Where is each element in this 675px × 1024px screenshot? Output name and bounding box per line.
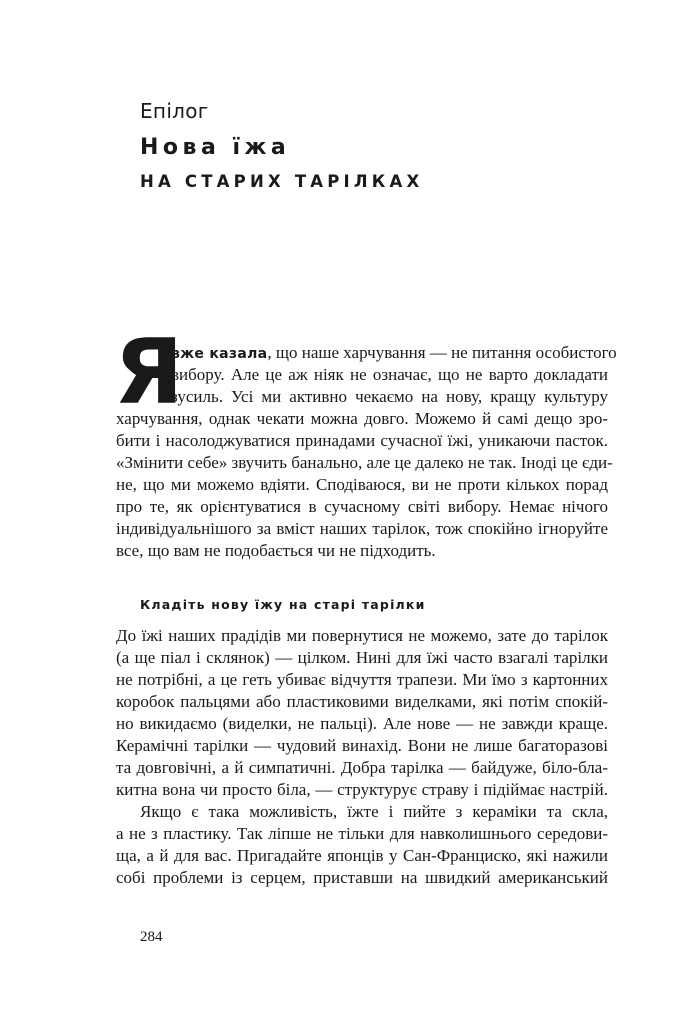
body-line: коробок пальцями або пластиковими виделками, які потім спокій- bbox=[116, 692, 608, 711]
intro-line: вибору. Але це аж ніяк не означає, що не варто докладати bbox=[171, 365, 608, 384]
intro-line: про те, як орієнтуватися в сучасному світі вибору. Немає нічого bbox=[116, 497, 608, 516]
body-line: (а ще піал і склянок) — цілком. Нині для їжі часто взагалі тарілки bbox=[116, 648, 608, 667]
body-line: До їжі наших прадідів ми повернутися не можемо, зате до тарілок bbox=[116, 626, 608, 645]
body-line: та довговічні, а й симпатичні. Добра тарілка — байдуже, біло-бла- bbox=[116, 758, 608, 777]
intro-lead-text: вже казала bbox=[171, 346, 268, 362]
intro-line: індивідуальнішого за вміст наших тарілок, тож спокійно ігноруйте bbox=[116, 519, 608, 538]
page-number: 284 bbox=[140, 929, 163, 945]
body-line: собі проблеми із серцем, приставши на швидкий американський bbox=[116, 868, 608, 887]
intro-line: харчування, однак чекати можна довго. Можемо й самі дещо зро- bbox=[116, 409, 608, 428]
chapter-title-line-1: Нова їжа bbox=[140, 135, 291, 160]
body-line: китна вона чи просто біла, — структурує страву і підіймає настрій. bbox=[116, 780, 608, 799]
body-line: но викидаємо (виделки, не пальці). Але нове — не завжди краще. bbox=[116, 714, 608, 733]
chapter-label: Епілог bbox=[140, 99, 209, 123]
intro-line: зусиль. Усі ми активно чекаємо на нову, кращу культуру bbox=[171, 387, 608, 406]
intro-line: все, що вам не подобається чи не підходить. bbox=[116, 541, 436, 560]
body-line: не потрібні, а це геть убиває відчуття трапези. Ми їмо з картонних bbox=[116, 670, 608, 689]
body-line: Якщо є така можливість, їжте і пийте з кераміки та скла, bbox=[140, 802, 608, 821]
intro-line: вже казала, що наше харчування — не питання особистого bbox=[171, 343, 617, 362]
intro-line: бити і насолоджуватися принадами сучасної їжі, уникаючи пасток. bbox=[116, 431, 608, 450]
body-line: а не з пластику. Так ліпше не тільки для навколишнього середови- bbox=[116, 824, 608, 843]
body-line: ща, а й для вас. Пригадайте японців у Сан-Франциско, які нажили bbox=[116, 846, 608, 865]
section-heading: Кладіть нову їжу на старі тарілки bbox=[140, 597, 426, 612]
drop-cap: Я bbox=[114, 320, 184, 425]
chapter-title-line-2: НА СТАРИХ ТАРІЛКАХ bbox=[140, 172, 424, 191]
intro-line: не, що ми можемо вдіяти. Сподіваюся, ви не проти кількох порад bbox=[116, 475, 608, 494]
body-line: Керамічні тарілки — чудовий винахід. Вони не лише багаторазові bbox=[116, 736, 608, 755]
intro-line: «Змінити себе» звучить банально, але це далеко не так. Іноді це єди- bbox=[116, 453, 613, 472]
